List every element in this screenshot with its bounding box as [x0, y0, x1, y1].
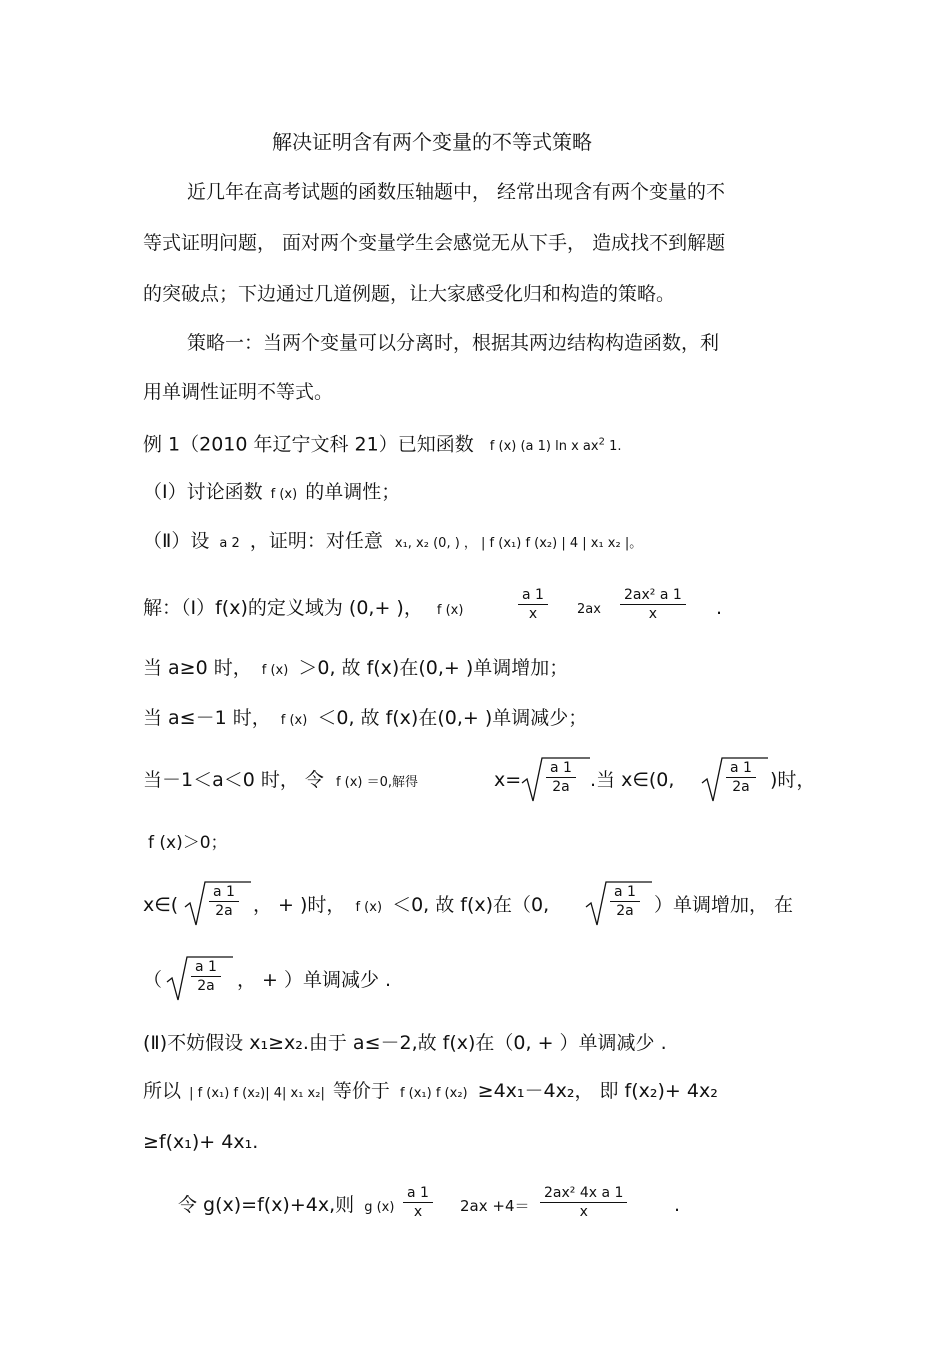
derivative-zero: f (x) ＝0,解得: [335, 775, 419, 790]
function-exponent: 2: [598, 437, 605, 448]
fraction-numerator: a 1: [726, 759, 756, 778]
solution-line-6b: [253, 893, 549, 920]
sqrt-expression-5: [165, 954, 235, 1004]
fraction-denominator: 2a: [197, 978, 215, 994]
fraction-numerator: a 1: [546, 759, 576, 778]
question-2-middle: ，证明：对任意: [249, 530, 383, 552]
question-1-text: （Ⅰ）讨论函数: [143, 481, 263, 503]
fraction-numerator: 2ax² 4x a 1: [540, 1184, 627, 1203]
g-derivative-label: g (x): [364, 1200, 395, 1215]
part2-so: 所以: [143, 1080, 182, 1102]
g-middle-text: 2ax +4＝: [460, 1197, 530, 1215]
derivative-negative: ＜0, 故 f(x)在（0,: [392, 894, 550, 916]
sqrt-fraction: [191, 958, 221, 995]
question-1-function: f (x): [270, 487, 298, 502]
example1-heading-text: 例 1（2010 年辽宁文科 21）已知函数: [143, 433, 474, 456]
fraction-numerator: a 1: [191, 958, 221, 977]
sqrt-expression-4: [584, 879, 654, 929]
strategy1-line-1: 策略一：当两个变量可以分离时，根据其两边结构构造函数，利: [187, 332, 720, 354]
sqrt-fraction: [610, 883, 640, 920]
case-a-le-neg1-result: ＜0, 故 f(x)在(0,+ )单调减少；: [317, 707, 588, 729]
case-a-nonneg: 当 a≥0 时，: [143, 657, 252, 679]
part2-result: ≥4x₁－4x₂， 即 f(x₂)+ 4x₂: [477, 1080, 718, 1102]
example1-heading: [143, 431, 622, 459]
case-a-le-neg1: 当 a≤－1 时，: [143, 707, 271, 729]
part2-equivalent: 等价于: [332, 1080, 390, 1102]
fraction-denominator: x: [579, 1204, 588, 1220]
sqrt-expression-1: [520, 755, 590, 805]
intro-line-3: 的突破点；下边通过几道例题，让大家感受化归和构造的策略。: [143, 283, 676, 305]
fraction-numerator: a 1: [403, 1184, 433, 1203]
fraction-denominator: x: [413, 1204, 423, 1220]
question-2-condition: a 2: [219, 536, 240, 551]
fraction-numerator: 2ax² a 1: [620, 586, 686, 605]
solution-line-7b: ， + ）单调减少 .: [237, 969, 392, 991]
g-line: [178, 1193, 394, 1220]
document-title: 解决证明含有两个变量的不等式策略: [272, 130, 592, 154]
case-a-nonneg-result: ＞0, 故 f(x)在(0,+ )单调增加；: [298, 657, 569, 679]
solution-line-4: [143, 768, 418, 795]
derivative-fraction-1: [518, 586, 548, 623]
g-definition: 令 g(x)=f(x)+4x,则: [178, 1194, 355, 1216]
part2-line-3: ≥f(x₁)+ 4x₁.: [143, 1131, 259, 1153]
fraction-numerator: a 1: [610, 883, 640, 902]
sqrt-fraction: [209, 883, 239, 920]
derivative-middle: 2ax: [577, 602, 601, 617]
sqrt-fraction: [546, 759, 576, 796]
derivative-label: f (x): [261, 663, 289, 678]
part2-difference: f (x₁) f (x₂): [399, 1086, 468, 1101]
case-middle-text: 当－1＜a＜0 时， 令: [143, 769, 324, 791]
solution-line-2: [143, 656, 568, 683]
fraction-denominator: x: [528, 606, 538, 622]
fraction-denominator: 2a: [616, 903, 634, 919]
example1-function: [490, 439, 622, 454]
solution-line-1: [143, 596, 463, 623]
sqrt-fraction: [726, 759, 756, 796]
solution-line-6a: x∈(: [143, 894, 179, 916]
sqrt-expression-2: [700, 755, 770, 805]
strategy1-line-2: 用单调性证明不等式。: [143, 381, 334, 403]
g-end: .: [674, 1194, 681, 1216]
solution-when-x: .当 x∈(0,: [590, 769, 675, 791]
derivative-end: .: [716, 597, 723, 619]
solution-line-6c: ）单调增加， 在: [654, 894, 794, 916]
fraction-numerator: a 1: [518, 586, 548, 605]
question-2-text: （Ⅱ）设: [143, 530, 210, 552]
g-middle: [460, 1193, 530, 1218]
solution-line-5: [148, 830, 228, 855]
g-fraction-2: [540, 1184, 627, 1221]
function-tail: 1.: [604, 439, 622, 455]
question-1-tail: 的单调性；: [305, 481, 401, 503]
solution-x-equals: x=: [494, 769, 522, 791]
fraction-denominator: 2a: [215, 903, 233, 919]
intro-line-1: 近几年在高考试题的函数压轴题中， 经常出现含有两个变量的不: [187, 181, 726, 203]
solution-domain: 解：（Ⅰ）f(x)的定义域为 (0,+ )，: [143, 597, 423, 619]
g-fraction-1: [403, 1184, 433, 1221]
derivative-fraction-2: [620, 586, 686, 623]
intro-line-2: 等式证明问题， 面对两个变量学生会感觉无从下手， 造成找不到解题: [143, 232, 726, 254]
solution-when-end: )时，: [770, 769, 816, 791]
fraction-denominator: 2a: [732, 779, 750, 795]
derivative-label: f (x): [355, 900, 383, 915]
question-1: [143, 480, 400, 507]
question-2: [143, 529, 642, 556]
part2-line-2: [143, 1079, 718, 1106]
derivative-positive: f (x)＞0；: [148, 833, 228, 853]
fraction-denominator: 2a: [552, 779, 570, 795]
part2-abs-inequality: | f (x₁) f (x₂)| 4| x₁ x₂|: [189, 1086, 325, 1101]
interval-end: ， + )时，: [253, 894, 346, 916]
question-2-inequality: x₁, x₂ (0, ) ， | f (x₁) f (x₂) | 4 | x₁ x₂ |。: [394, 536, 643, 551]
sqrt-expression-3: [183, 879, 253, 929]
function-body: f (x) (a 1) ln x ax: [489, 439, 599, 455]
solution-line-3: [143, 706, 587, 733]
solution-line-7a: （: [143, 969, 163, 991]
derivative-label: f (x): [436, 603, 464, 618]
part2-line-1: (Ⅱ)不妨假设 x₁≥x₂.由于 a≤－2,故 f(x)在（0, + ）单调减少 .: [143, 1032, 667, 1054]
fraction-numerator: a 1: [209, 883, 239, 902]
fraction-denominator: x: [648, 606, 658, 622]
derivative-label: f (x): [280, 713, 308, 728]
